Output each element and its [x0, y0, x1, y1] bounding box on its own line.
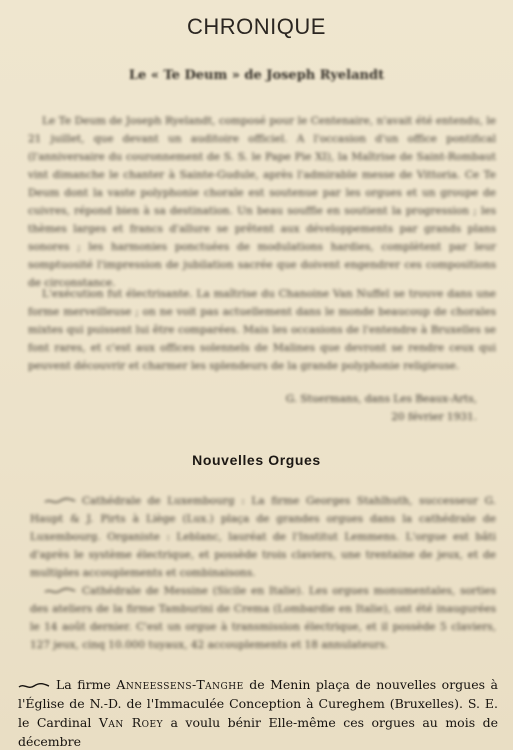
- subsection-title: Nouvelles Orgues: [192, 452, 321, 468]
- section-title: CHRONIQUE: [187, 14, 326, 39]
- firm-name: Anneessens-Tanghe: [116, 677, 244, 692]
- organ-item-2-text: Cathédrale de Messine (Sicile en Italie). Les orgues monumentales, sorties des ateliers de la firme Tamburini de Crema (Lombardie en Italie), ont été inaugurées le 14 août dernier. C'est un orgue à transmission électrique, et il possède 5 claviers, 127 jeux, cinq 10.000 tuyaux, 42 accouplements et 18 annulateurs.: [30, 585, 496, 651]
- cardinal-name: Van Roey: [98, 715, 164, 730]
- organ-item-2: [30, 582, 496, 654]
- swash-ornament-icon: [44, 497, 76, 505]
- organ-item-3: [18, 675, 498, 750]
- organ-item-1-text: Cathédrale de Luxembourg : La firme Georges Stahlhuth, successeur G. Haupt & J. Pirts à Liège (Lux.) plaça de grandes orgues dans la cathédrale de Luxembourg. Organiste : Leblanc, lauréat de l'Institut Lemmens. L'orgue est bâti d'après le système électrique, et possède trois claviers, une trentaine de jeux, et de multiples accouplements et combinaisons.: [30, 495, 496, 579]
- signature-line-1: G. Stuermans, dans Les Beaux-Arts,: [285, 393, 477, 405]
- article-paragraph-1-text: Le Te Deum de Joseph Ryelandt, composé pour le Centenaire, n'avait été entendu, le 21 juillet, que devant un auditoire officiel. A l'occasion d'un office pontifical (l'anniversaire du couronnement de S. S. le Pape Pie XI), la Maîtrise de Saint-Rombaut vint dimanche le chanter à Sainte-Gudule, après l'admirable messe de Vittoria. Ce Te Deum dont la vaste polyphonie chorale est soutenue par les orgues et un groupe de cuivres, répond bien à sa destination. Un beau souffle en soutient la progression ; les thèmes larges et francs d'allure se prêtent aux développements par grands plans sonores ; les harmonies ponctuées de modulations hardies, complètent par leur somptuosité l'impression de jubilation sacrée que doivent engendrer ces compositions de circonstance.: [28, 115, 496, 289]
- article-paragraph-2-text: L'exécution fut électrisante. La maîtrise du Chanoine Van Nuffel se trouve dans une forme merveilleuse ; on ne voit pas actuellement dans le monde beaucoup de chorales mixtes qui puissent lui être comparées. Mais les occasions de l'entendre à Bruxelles se font rares, et c'est aux offices solennels de Malines que devront se rendre ceux qui peuvent découvrir et charmer les splendeurs de la grande polyphonie religieuse.: [28, 288, 496, 372]
- article-paragraph-1: [28, 112, 496, 292]
- organ-item-3-text-c: a voulu bénir Elle-même ces orgues au mois de décembre: [18, 715, 498, 749]
- article-signature: [177, 390, 477, 426]
- article-paragraph-2: [28, 285, 496, 375]
- organ-item-3-text-a: La firme: [56, 677, 117, 692]
- organ-item-1: [30, 492, 496, 582]
- swash-ornament-icon: [18, 682, 50, 690]
- organ-item-3-text-b: de Menin plaça de nouvelles orgues à l'Église de N.-D. de l'Immaculée Conception à Cureghem (Bruxelles). S. E. le Cardinal: [18, 677, 498, 730]
- swash-ornament-icon: [44, 587, 76, 595]
- article-title: Le « Te Deum » de Joseph Ryelandt: [128, 68, 385, 83]
- signature-line-2: 20 février 1931.: [391, 411, 477, 423]
